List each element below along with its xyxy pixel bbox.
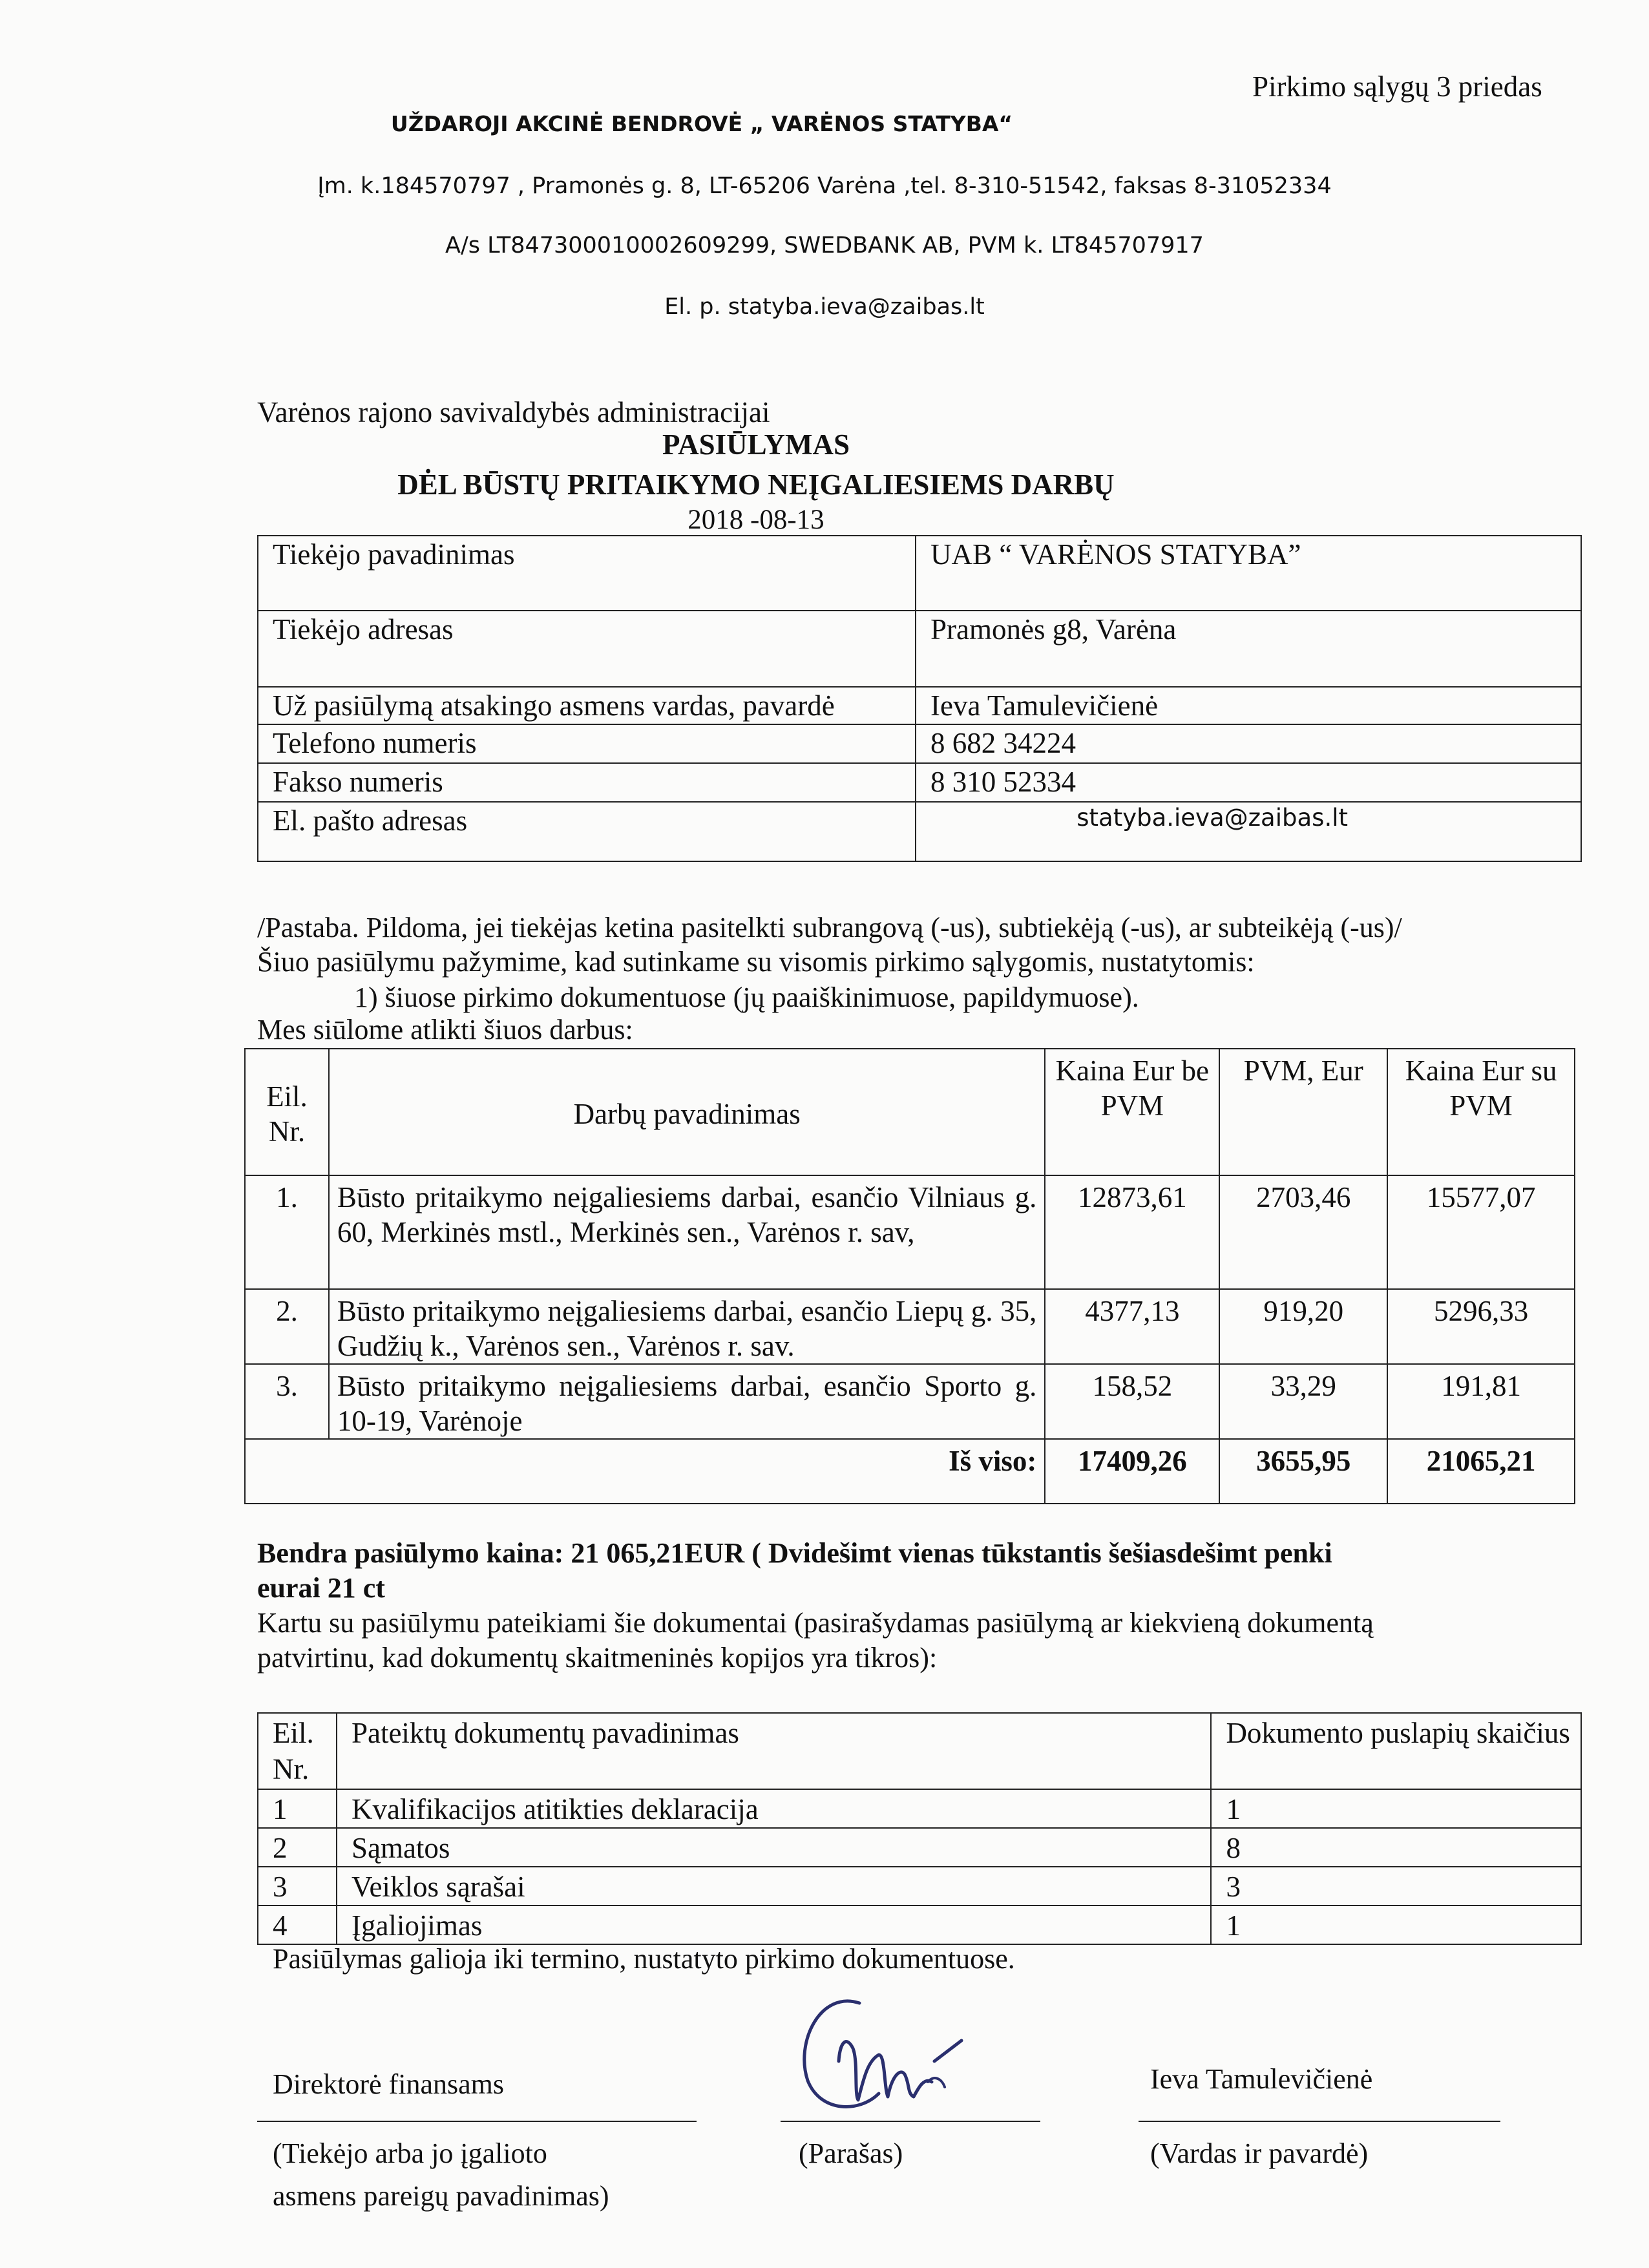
docs-intro-2: patvirtinu, kad dokumentų skaitmeninės kopijos yra tikros):	[257, 1642, 938, 1674]
docs-header-name: Pateiktų dokumentų pavadinimas	[337, 1713, 1211, 1789]
row-price: 158,52	[1045, 1364, 1219, 1439]
doc-name: Veiklos sąrašai	[337, 1867, 1211, 1906]
totals-total: 21065,21	[1387, 1439, 1575, 1504]
row-no: 3.	[245, 1364, 329, 1439]
doc-no: 3	[258, 1867, 337, 1906]
totals-label: Iš viso:	[245, 1439, 1045, 1504]
row-total: 15577,07	[1387, 1175, 1575, 1289]
company-details: Įm. k.184570797 , Pramonės g. 8, LT-65206 Varėna ,tel. 8-310-51542, faksas 8-31052334	[317, 173, 1332, 199]
row-name: Būsto pritaikymo neįgaliesiems darbai, esančio Sporto g. 10-19, Varėnoje	[329, 1364, 1045, 1439]
agreement-text: Šiuo pasiūlymu pažymime, kad sutinkame su visomis pirkimo sąlygomis, nustatytomis:	[257, 946, 1255, 978]
annex-label: Pirkimo sąlygų 3 priedas	[1252, 70, 1542, 103]
row-total: 5296,33	[1387, 1289, 1575, 1364]
doc-no: 2	[258, 1828, 337, 1867]
doc-no: 4	[258, 1906, 337, 1944]
document-date: 2018 -08-13	[688, 505, 824, 535]
supplier-value: 8 682 34224	[916, 724, 1581, 763]
totals-price: 17409,26	[1045, 1439, 1219, 1504]
recipient: Varėnos rajono savivaldybės administracijai	[257, 396, 770, 428]
row-total: 191,81	[1387, 1364, 1575, 1439]
supplier-row	[258, 724, 1581, 763]
docs-intro: Kartu su pasiūlymu pateikiami šie dokumentai (pasirašydamas pasiūlymą ar kiekvieną dokumentą	[257, 1607, 1374, 1639]
header-price: Kaina Eur be PVM	[1045, 1049, 1219, 1175]
offer-intro: Mes siūlome atlikti šiuos darbus:	[257, 1014, 633, 1045]
header-total: Kaina Eur su PVM	[1387, 1049, 1575, 1175]
row-no: 1.	[245, 1175, 329, 1289]
doc-name: Sąmatos	[337, 1828, 1211, 1867]
signature-line	[781, 2121, 1040, 2122]
agreement-item: 1) šiuose pirkimo dokumentuose (jų paaiškinimuose, papildymuose).	[354, 982, 1139, 1013]
supplier-row	[258, 687, 1581, 724]
header-name: Darbų pavadinimas	[329, 1049, 1045, 1175]
supplier-label: Tiekėjo adresas	[258, 611, 916, 687]
note-text: /Pastaba. Pildoma, jei tiekėjas ketina pasitelkti subrangovą (-us), subtiekėją (-us), ar subteikėją (-us)/	[257, 912, 1402, 943]
caption-position-2: asmens pareigų pavadinimas)	[273, 2180, 609, 2212]
document-subtitle: DĖL BŪSTŲ PRITAIKYMO NEĮGALIESIEMS DARBŲ	[397, 468, 1115, 501]
row-name: Būsto pritaikymo neįgaliesiems darbai, esančio Liepų g. 35, Gudžių k., Varėnos sen., Varėnos r. sav.	[329, 1289, 1045, 1364]
document-title: PASIŪLYMAS	[662, 428, 850, 461]
caption-position-1: (Tiekėjo arba jo įgalioto	[273, 2137, 547, 2169]
row-no: 2.	[245, 1289, 329, 1364]
table-row	[258, 1828, 1581, 1867]
validity-text: Pasiūlymas galioja iki termino, nustatyto pirkimo dokumentuose.	[273, 1943, 1015, 1975]
supplier-label: Tiekėjo pavadinimas	[258, 536, 916, 611]
supplier-row	[258, 802, 1581, 861]
totals-row	[245, 1439, 1575, 1504]
works-header-row	[245, 1049, 1575, 1175]
table-row	[245, 1289, 1575, 1364]
doc-pages: 1	[1211, 1906, 1581, 1944]
doc-pages: 3	[1211, 1867, 1581, 1906]
row-vat: 2703,46	[1219, 1175, 1387, 1289]
supplier-value: Ieva Tamulevičienė	[916, 687, 1581, 724]
supplier-table	[257, 535, 1582, 862]
row-vat: 919,20	[1219, 1289, 1387, 1364]
supplier-value: Pramonės g8, Varėna	[916, 611, 1581, 687]
doc-pages: 8	[1211, 1828, 1581, 1867]
caption-signature: (Parašas)	[799, 2137, 903, 2169]
row-vat: 33,29	[1219, 1364, 1387, 1439]
caption-name: (Vardas ir pavardė)	[1150, 2137, 1369, 2169]
supplier-value: UAB “ VARĖNOS STATYBA”	[916, 536, 1581, 611]
total-price-line-2: eurai 21 ct	[257, 1572, 385, 1604]
table-row	[245, 1175, 1575, 1289]
row-price: 12873,61	[1045, 1175, 1219, 1289]
docs-header-pages: Dokumento puslapių skaičius	[1211, 1713, 1581, 1789]
supplier-value: statyba.ieva@zaibas.lt	[916, 802, 1581, 861]
header-no: Eil. Nr.	[245, 1049, 329, 1175]
table-row	[258, 1867, 1581, 1906]
company-bank: A/s LT847300010002609299, SWEDBANK AB, PVM k. LT845707917	[445, 233, 1204, 258]
table-row	[245, 1364, 1575, 1439]
supplier-row	[258, 611, 1581, 687]
works-table	[244, 1048, 1575, 1504]
signer-position: Direktorė finansams	[273, 2068, 504, 2100]
doc-pages: 1	[1211, 1789, 1581, 1828]
totals-vat: 3655,95	[1219, 1439, 1387, 1504]
supplier-row	[258, 536, 1581, 611]
supplier-label: El. pašto adresas	[258, 802, 916, 861]
doc-name: Kvalifikacijos atitikties deklaracija	[337, 1789, 1211, 1828]
supplier-label: Telefono numeris	[258, 724, 916, 763]
name-signature-line	[1139, 2121, 1500, 2122]
supplier-label: Už pasiūlymą atsakingo asmens vardas, pavardė	[258, 687, 916, 724]
row-name: Būsto pritaikymo neįgaliesiems darbai, esančio Vilniaus g. 60, Merkinės mstl., Merkinės sen., Varėnos r. sav,	[329, 1175, 1045, 1289]
documents-table	[257, 1712, 1582, 1945]
handwritten-signature	[782, 1964, 1002, 2126]
total-price-line: Bendra pasiūlymo kaina: 21 065,21EUR ( Dvidešimt vienas tūkstantis šešiasdešimt penki	[257, 1537, 1332, 1569]
signer-name: Ieva Tamulevičienė	[1150, 2063, 1373, 2095]
supplier-label: Fakso numeris	[258, 763, 916, 802]
header-vat: PVM, Eur	[1219, 1049, 1387, 1175]
doc-name: Įgaliojimas	[337, 1906, 1211, 1944]
company-name: UŽDAROJI AKCINĖ BENDROVĖ „ VARĖNOS STATYBA“	[390, 111, 1013, 136]
supplier-row	[258, 763, 1581, 802]
docs-header-no: Eil. Nr.	[258, 1713, 337, 1789]
table-row	[258, 1906, 1581, 1944]
row-price: 4377,13	[1045, 1289, 1219, 1364]
company-email: El. p. statyba.ieva@zaibas.lt	[664, 294, 985, 320]
supplier-value: 8 310 52334	[916, 763, 1581, 802]
docs-header-row	[258, 1713, 1581, 1789]
position-signature-line	[257, 2121, 697, 2122]
table-row	[258, 1789, 1581, 1828]
doc-no: 1	[258, 1789, 337, 1828]
